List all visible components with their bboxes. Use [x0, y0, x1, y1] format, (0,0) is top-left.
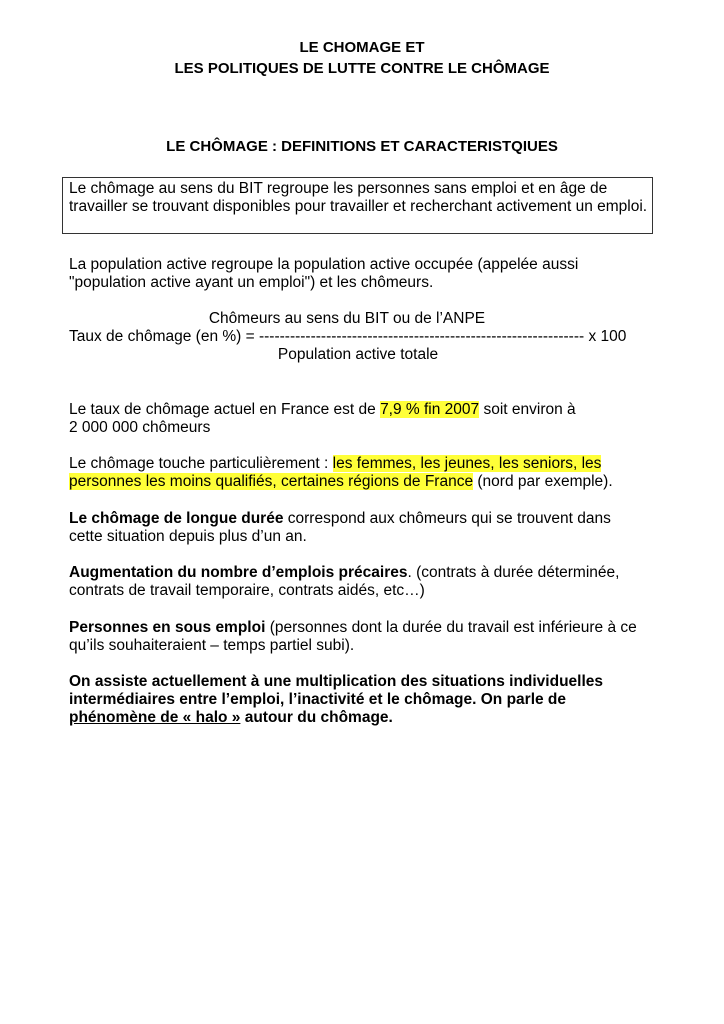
definition-box [62, 177, 653, 234]
long-term-bold: Le chômage de longue durée [69, 510, 284, 527]
precarious-bold: Augmentation du nombre d’emplois précaires [69, 564, 408, 581]
formula-label: Taux de chômage (en %) = --------------------------------------------------------------- x 100 [69, 328, 627, 345]
underemployment-rest: (personnes dont la durée du travail est inférieure à ce [265, 619, 637, 636]
population-line1: La population active regroupe la population active occupée (appelée aussi [69, 256, 579, 273]
main-title-line1: LE CHOMAGE ET [299, 39, 425, 56]
underemployment-line2: qu’ils souhaiteraient – temps partiel subi). [69, 637, 355, 654]
rate-line1 [69, 401, 659, 419]
formula-denominator: Population active totale [277, 346, 439, 363]
halo-phrase: phénomène de « halo » [69, 709, 241, 726]
affected-line1 [69, 455, 659, 473]
rate-line2: 2 000 000 chômeurs [69, 419, 211, 436]
precarious-line2: contrats de travail temporaire, contrats aidés, etc…) [69, 582, 425, 599]
underemployment-bold: Personnes en sous emploi [69, 619, 266, 636]
precarious-paragraph [69, 564, 659, 600]
long-term-paragraph [69, 510, 659, 546]
conclusion-line3 [69, 709, 659, 727]
affected-suffix: (nord par exemple). [473, 473, 613, 490]
conclusion-paragraph [69, 673, 659, 727]
conclusion-line2: intermédiaires entre l’emploi, l’inactivité et le chômage. On parle de [69, 691, 567, 708]
rate-suffix: soit environ à [479, 401, 576, 418]
conclusion-line1: On assiste actuellement à une multiplication des situations individuelles [69, 673, 604, 690]
affected-line2 [69, 473, 659, 491]
affected-highlight1: les femmes, les jeunes, les seniors, les [332, 455, 602, 472]
population-paragraph [69, 256, 659, 292]
formula-numerator: Chômeurs au sens du BIT ou de l’ANPE [208, 310, 486, 327]
rate-paragraph [69, 401, 659, 437]
precarious-line1 [69, 564, 659, 582]
main-title-line2: LES POLITIQUES DE LUTTE CONTRE LE CHÔMAGE [174, 60, 550, 77]
affected-prefix: Le chômage touche particulièrement : [69, 455, 333, 472]
rate-prefix: Le taux de chômage actuel en France est de [69, 401, 381, 418]
section-title: LE CHÔMAGE : DEFINITIONS ET CARACTERISTQIUES [166, 138, 558, 155]
affected-highlight2: personnes les moins qualifiés, certaines régions de France [69, 473, 474, 490]
underemployment-line1 [69, 619, 659, 637]
rate-highlight: 7,9 % fin 2007 [380, 401, 480, 418]
affected-paragraph [69, 455, 659, 491]
precarious-rest: . (contrats à durée déterminée, [407, 564, 620, 581]
underemployment-paragraph [69, 619, 659, 655]
long-term-line1 [69, 510, 659, 528]
long-term-line2: cette situation depuis plus d’un an. [69, 528, 307, 545]
definition-text: Le chômage au sens du BIT regroupe les personnes sans emploi et en âge de travailler se trouvant disponibles pour travailler et recherchant activement un emploi. [69, 180, 648, 215]
conclusion-line3-rest: autour du chômage. [240, 709, 393, 726]
long-term-rest: correspond aux chômeurs qui se trouvent dans [283, 510, 611, 527]
population-line2: "population active ayant un emploi") et les chômeurs. [69, 274, 434, 291]
